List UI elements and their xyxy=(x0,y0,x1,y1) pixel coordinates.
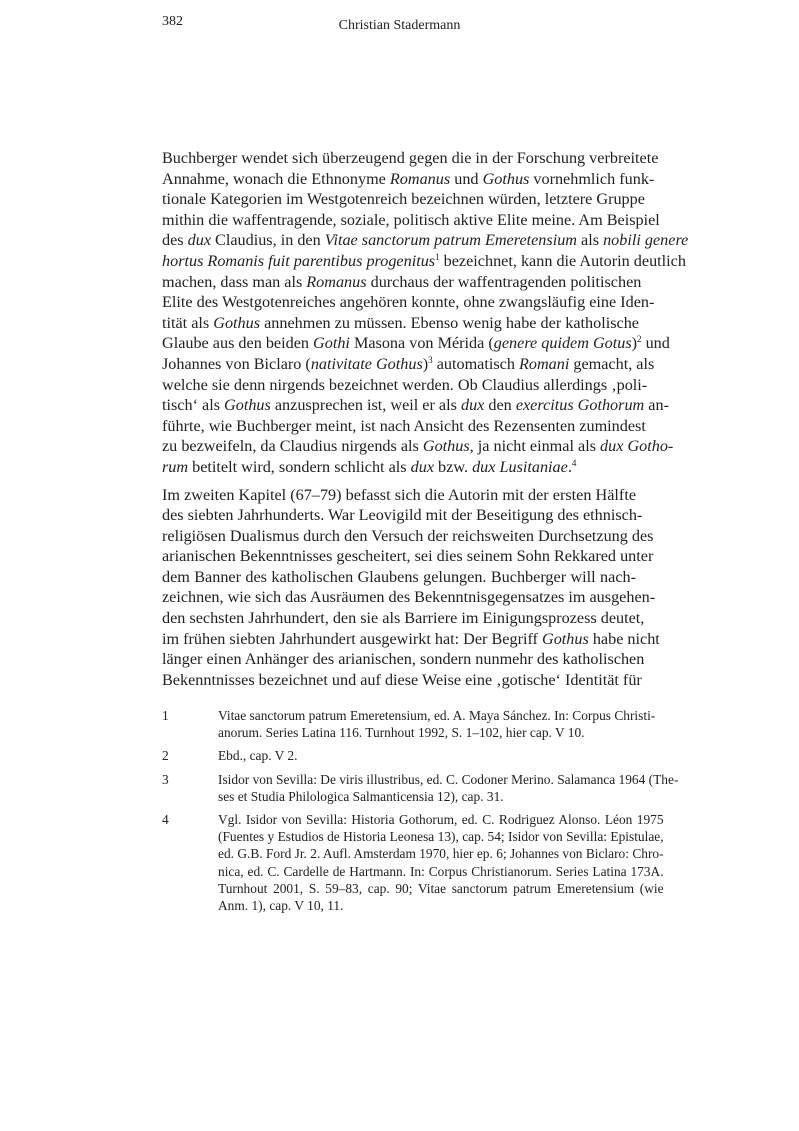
text-run: Glaube aus den beiden xyxy=(162,334,314,353)
text-run: Vitae sanctorum patrum Emeretensium, ed. A. Maya Sánchez. In: Corpus Christi- xyxy=(218,708,656,723)
text-line xyxy=(162,375,648,396)
text-run: durchaus der waffentragenden politischen xyxy=(366,272,642,291)
text-run: Ebd., cap. V 2. xyxy=(218,748,298,764)
text-run: anorum. Series Latina 116. Turnhout 1992, S. 1–102, hier cap. V 10. xyxy=(218,725,585,741)
text-run: dem Banner des katholischen Glaubens gelungen. Buchberger will nach- xyxy=(162,567,636,586)
text-line xyxy=(162,148,659,169)
footnote xyxy=(162,811,664,914)
text-run: als xyxy=(576,231,604,250)
text-line xyxy=(218,747,636,764)
text-run: Vgl. Isidor von Sevilla: Historia Gothorum, ed. C. Rodriguez Alonso. Léon 1975 xyxy=(218,811,664,827)
text-run: zu bezweifeln, da Claudius nirgends als xyxy=(162,437,423,456)
footnote-text xyxy=(218,707,655,741)
text-line xyxy=(162,313,639,334)
text-line xyxy=(218,707,655,724)
text-line xyxy=(162,416,646,437)
text-run: tität als xyxy=(162,313,214,332)
italic-text: Gothus xyxy=(224,396,271,415)
text-line xyxy=(162,485,636,506)
text-line xyxy=(162,505,643,526)
text-run: anzusprechen ist, weil er als xyxy=(270,396,461,415)
italic-text: Vitae sanctorum patrum Emeretensium xyxy=(324,231,577,250)
footnote-number: 4 xyxy=(162,811,169,827)
text-run: Buchberger wendet sich überzeugend gegen die in der Forschung verbreitete xyxy=(162,149,659,167)
footnote-number: 2 xyxy=(162,748,169,764)
text-line xyxy=(162,272,642,293)
text-run: Johannes von Biclaro ( xyxy=(162,354,311,373)
italic-text: dux xyxy=(410,457,434,476)
text-run: welche sie denn nirgends bezeichnet werden. Ob Claudius allerdings ‚poli- xyxy=(162,375,648,394)
footnote xyxy=(162,707,656,741)
text-run: Turnhout 2001, S. 59–83, cap. 90; Vitae sanctorum patrum Emeretensium (wie xyxy=(218,880,664,896)
text-run: tionale Kategorien im Westgotenreich bezeichnen würden, letztere Gruppe xyxy=(162,190,645,209)
text-run: machen, dass man als xyxy=(162,272,307,291)
text-line xyxy=(162,230,689,251)
text-run: ) xyxy=(631,334,638,353)
text-line xyxy=(162,210,660,231)
italic-text: genere quidem Gotus xyxy=(493,334,632,353)
text-run: annehmen zu müssen. Ebenso wenig habe der katholische xyxy=(260,313,639,332)
italic-text: rum xyxy=(162,457,189,476)
text-line xyxy=(218,845,664,862)
text-line xyxy=(162,670,642,691)
footnote-reference[interactable]: 2 xyxy=(637,334,642,345)
text-line xyxy=(162,395,669,416)
text-line xyxy=(162,189,645,210)
italic-text: nobili genere xyxy=(603,231,689,250)
text-run: Bekenntnisses bezeichnet und auf diese Weise eine ‚gotische‘ Identität für xyxy=(162,670,642,689)
footnote-reference[interactable]: 1 xyxy=(435,251,440,262)
text-line xyxy=(162,546,654,567)
text-line xyxy=(218,811,664,828)
text-run: tisch‘ als xyxy=(162,396,225,415)
italic-text: dux xyxy=(187,231,211,250)
italic-text: dux xyxy=(460,396,485,415)
text-run: an- xyxy=(644,396,669,415)
text-line xyxy=(218,771,678,788)
footnote-reference[interactable]: 4 xyxy=(571,457,577,468)
text-run: führte, wie Buchberger meint, ist nach Ansicht des Rezensenten zumindest xyxy=(162,416,646,435)
text-line xyxy=(162,169,655,190)
text-line xyxy=(218,724,655,741)
text-run: länger einen Anhänger des arianischen, sondern nunmehr des katholischen xyxy=(162,650,645,669)
text-run: vornehmlich funk- xyxy=(529,169,655,188)
italic-text: Gothus xyxy=(213,313,261,332)
page-number: 382 xyxy=(162,14,183,29)
italic-text: hortus Romanis fuit parentibus progenitus xyxy=(162,251,436,270)
text-run: bzw. xyxy=(434,457,473,476)
body-text xyxy=(162,148,689,697)
italic-text: Gothi xyxy=(313,334,350,353)
footnote xyxy=(162,771,679,805)
text-run: Anm. 1), cap. V 10, 11. xyxy=(218,897,344,913)
footnote-number: 1 xyxy=(162,708,169,723)
text-line xyxy=(162,567,636,588)
footnote-number: 3 xyxy=(162,771,169,787)
text-run: und xyxy=(641,334,670,353)
italic-text: dux Lusitaniae xyxy=(472,457,568,476)
text-line xyxy=(162,526,654,547)
italic-text: Romanus xyxy=(389,169,451,188)
text-run: ) xyxy=(422,354,429,373)
text-run: den xyxy=(484,396,516,415)
text-run: automatisch xyxy=(432,354,519,373)
text-run: Isidor von Sevilla: De viris illustribus, ed. C. Codoner Merino. Salamanca 1964 (The- xyxy=(218,771,679,787)
text-run: Elite des Westgotenreiches angehören konnte, ohne zwangsläufig eine Iden- xyxy=(162,293,655,312)
running-title: Christian Stadermann xyxy=(338,18,461,33)
text-line xyxy=(162,457,636,478)
italic-text: dux Gotho- xyxy=(600,437,674,456)
text-run: ses et Studia Philologica Salmanticensia 12), cap. 31. xyxy=(218,788,504,804)
text-run: (Fuentes y Estudios de Historia Leonesa 13), cap. 54; Isidor von Sevilla: Epistulae, xyxy=(218,829,664,845)
text-run: betitelt wird, sondern schlicht als xyxy=(188,457,411,476)
footnote xyxy=(162,747,636,764)
text-run: habe nicht xyxy=(588,629,660,648)
text-line xyxy=(162,436,674,457)
text-run: arianischen Bekenntnisses gescheitert, sei dies seinem Sohn Rekkared unter xyxy=(162,547,654,566)
footnote-text xyxy=(218,811,664,914)
text-run: Im zweiten Kapitel (67–79) befasst sich die Autorin mit der ersten Hälfte xyxy=(162,485,636,504)
text-line xyxy=(162,587,656,608)
footnote-text xyxy=(218,771,678,805)
text-run: zeichnen, wie sich das Ausräumen des Bekenntnisgegensatzes im ausgehen- xyxy=(162,588,656,607)
text-line xyxy=(162,354,655,375)
footnotes xyxy=(162,707,679,920)
text-run: den sechsten Jahrhundert, den sie als Barriere im Einigungsprozess deutet, xyxy=(162,609,645,628)
text-run: und xyxy=(450,169,483,188)
text-line xyxy=(162,649,645,670)
text-run: Annahme, wonach die Ethnonyme xyxy=(162,169,390,188)
text-line xyxy=(162,292,655,313)
text-run: gemacht, als xyxy=(569,354,655,373)
italic-text: Romani xyxy=(518,354,570,373)
italic-text: Gothus xyxy=(422,437,470,456)
text-run: Masona von Mérida ( xyxy=(349,334,494,353)
italic-text: exercitus Gothorum xyxy=(515,396,645,415)
text-line xyxy=(218,828,664,845)
italic-text: Gothus xyxy=(542,629,589,648)
text-line xyxy=(162,629,660,650)
text-line xyxy=(218,788,678,805)
text-run: im frühen siebten Jahrhundert ausgewirkt hat: Der Begriff xyxy=(162,629,542,648)
text-run: religiösen Dualismus durch den Versuch der reichsweiten Durchsetzung des xyxy=(162,526,654,545)
text-line xyxy=(162,608,645,629)
text-line xyxy=(218,897,664,914)
text-run: bezeichnet, kann die Autorin deutlich xyxy=(439,251,686,270)
footnote-text xyxy=(218,747,636,764)
text-run: , ja nicht einmal als xyxy=(469,437,601,456)
italic-text: nativitate Gothus xyxy=(310,354,423,373)
italic-text: Romanus xyxy=(306,272,367,291)
text-line xyxy=(162,251,686,272)
text-run: Claudius, in den xyxy=(211,231,325,250)
paragraph xyxy=(162,485,660,691)
text-run: mithin die waffentragende, soziale, politisch aktive Elite meine. Am Beispiel xyxy=(162,210,660,229)
text-run: des siebten Jahrhunderts. War Leovigild mit der Beseitigung des ethnisch- xyxy=(162,506,643,525)
text-run: des xyxy=(162,231,188,250)
italic-text: Gothus xyxy=(482,169,530,188)
footnote-reference[interactable]: 3 xyxy=(428,354,433,365)
text-line xyxy=(218,863,664,880)
text-run: ed. G.B. Ford Jr. 2. Aufl. Amsterdam 1970, hier ep. 6; Johannes von Biclaro: Chro- xyxy=(218,846,664,862)
text-line xyxy=(162,333,670,354)
text-run: nica, ed. C. Cardelle de Hartmann. In: Corpus Christianorum. Series Latina 173A. xyxy=(218,863,664,879)
text-line xyxy=(218,880,664,897)
text-run: . xyxy=(567,457,572,476)
paragraph xyxy=(162,148,689,478)
